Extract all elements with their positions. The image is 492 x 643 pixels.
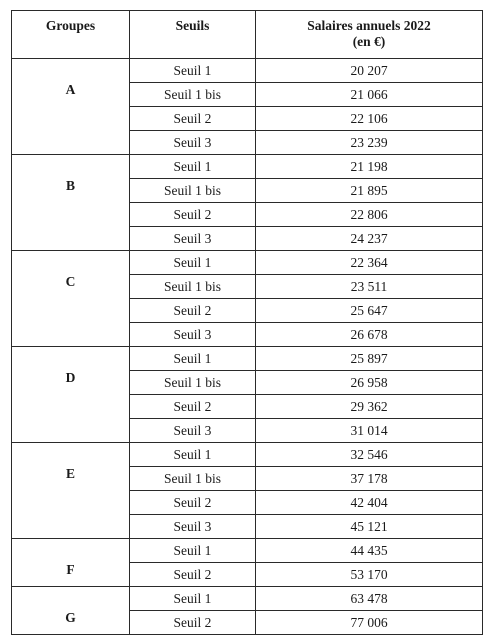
seuil-cell: Seuil 3 [130,131,256,155]
salary-cell: 23 239 [256,131,483,155]
table-row [12,251,483,275]
group-cell: D [12,347,130,443]
seuil-cell: Seuil 2 [130,203,256,227]
table-row [12,347,483,371]
salary-cell: 37 178 [256,467,483,491]
salary-cell: 20 207 [256,59,483,83]
group-cell: C [12,251,130,347]
seuil-cell: Seuil 2 [130,395,256,419]
table-row [12,587,483,611]
salary-cell: 22 106 [256,107,483,131]
group-cell: A [12,59,130,155]
seuil-cell: Seuil 1 bis [130,83,256,107]
seuil-cell: Seuil 1 [130,587,256,611]
header-salaires-title: Salaires annuels 2022 [307,18,431,33]
seuil-cell: Seuil 1 bis [130,179,256,203]
seuil-cell: Seuil 1 [130,347,256,371]
seuil-cell: Seuil 3 [130,419,256,443]
seuil-cell: Seuil 1 [130,59,256,83]
salary-cell: 63 478 [256,587,483,611]
seuil-cell: Seuil 1 [130,443,256,467]
seuil-cell: Seuil 1 bis [130,371,256,395]
table-row [12,155,483,179]
header-seuils: Seuils [130,11,256,59]
seuil-cell: Seuil 1 [130,251,256,275]
salary-cell: 26 958 [256,371,483,395]
header-salaires [256,11,483,59]
seuil-cell: Seuil 1 [130,539,256,563]
salary-cell: 21 895 [256,179,483,203]
header-row [12,11,483,59]
group-cell: B [12,155,130,251]
salary-cell: 22 364 [256,251,483,275]
salary-cell: 44 435 [256,539,483,563]
salary-cell: 23 511 [256,275,483,299]
salary-cell: 26 678 [256,323,483,347]
salary-table [11,10,483,635]
seuil-cell: Seuil 2 [130,299,256,323]
group-cell: G [12,587,130,635]
seuil-cell: Seuil 1 [130,155,256,179]
salary-cell: 22 806 [256,203,483,227]
seuil-cell: Seuil 3 [130,515,256,539]
seuil-cell: Seuil 1 bis [130,275,256,299]
seuil-cell: Seuil 3 [130,323,256,347]
salary-cell: 25 897 [256,347,483,371]
group-cell: E [12,443,130,539]
table-body [12,59,483,635]
table-row [12,59,483,83]
salary-cell: 29 362 [256,395,483,419]
table-row [12,443,483,467]
seuil-cell: Seuil 2 [130,611,256,635]
salary-cell: 21 198 [256,155,483,179]
seuil-cell: Seuil 2 [130,107,256,131]
group-cell: F [12,539,130,587]
salary-cell: 32 546 [256,443,483,467]
salary-cell: 77 006 [256,611,483,635]
salary-cell: 42 404 [256,491,483,515]
salary-cell: 24 237 [256,227,483,251]
salary-cell: 25 647 [256,299,483,323]
header-salaires-unit: (en €) [352,33,386,49]
header-groupes: Groupes [12,11,130,59]
salary-cell: 21 066 [256,83,483,107]
seuil-cell: Seuil 1 bis [130,467,256,491]
salary-cell: 45 121 [256,515,483,539]
salary-cell: 31 014 [256,419,483,443]
table-row [12,539,483,563]
seuil-cell: Seuil 2 [130,491,256,515]
seuil-cell: Seuil 2 [130,563,256,587]
seuil-cell: Seuil 3 [130,227,256,251]
salary-cell: 53 170 [256,563,483,587]
